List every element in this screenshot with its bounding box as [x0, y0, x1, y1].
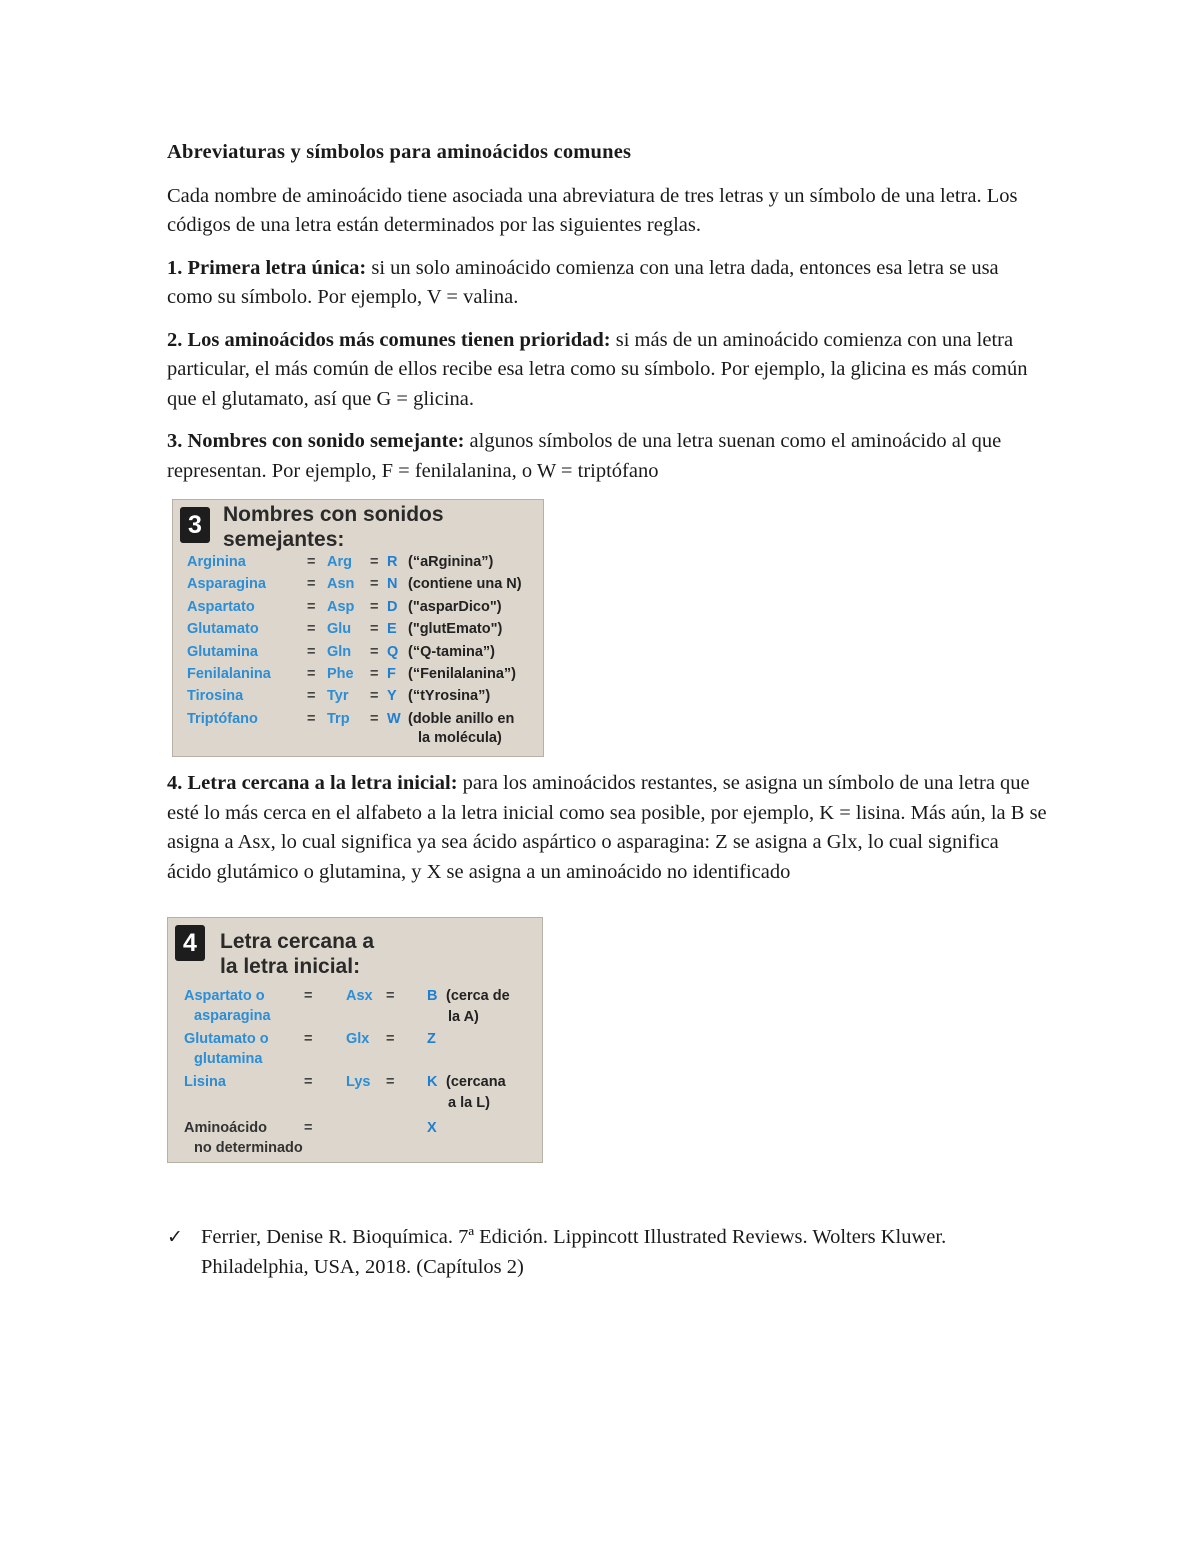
equals-sign: =	[307, 643, 316, 660]
rule-3-label: 3. Nombres con sonido semejante:	[167, 430, 465, 452]
amino-name: Asparagina	[187, 576, 266, 593]
one-letter-symbol: Q	[387, 643, 399, 660]
mnemonic-hint: (cerca de	[446, 988, 510, 1004]
rule-2-label: 2. Los aminoácidos más comunes tienen prioridad:	[167, 328, 611, 351]
equals-sign: =	[307, 554, 316, 570]
one-letter-symbol: K	[427, 1074, 438, 1090]
equals-sign: =	[307, 598, 316, 615]
amino-name: Tirosina	[187, 688, 244, 705]
one-letter-symbol: D	[387, 598, 398, 615]
equals-sign: =	[370, 576, 379, 593]
figure-3-title-line1: Nombres con sonidos	[223, 503, 444, 526]
document-content	[167, 138, 1047, 1295]
equals-sign: =	[370, 643, 379, 660]
rule-4	[167, 769, 1047, 887]
figure-3-table	[173, 552, 543, 746]
table-row	[168, 1029, 542, 1072]
table-row	[173, 686, 543, 708]
rule-1	[167, 254, 1047, 313]
checkmark-icon: ✓	[167, 1226, 183, 1248]
equals-sign: =	[307, 710, 316, 727]
one-letter-symbol: F	[387, 665, 396, 682]
three-letter-code: Glx	[346, 1031, 370, 1047]
intro-paragraph: Cada nombre de aminoácido tiene asociada una abreviatura de tres letras y un símbolo de una letra. Los códigos de una letra están determinados por las siguientes reglas.	[167, 184, 1018, 236]
amino-name: Arginina	[187, 554, 246, 570]
equals-sign: =	[307, 621, 316, 638]
figure-3-title-line2: semejantes:	[223, 528, 345, 551]
amino-name: Lisina	[184, 1074, 226, 1090]
equals-sign: =	[304, 1031, 313, 1047]
one-letter-symbol: N	[387, 576, 398, 593]
figure-4-number-badge: 4	[175, 925, 205, 961]
equals-sign: =	[307, 688, 316, 705]
equals-sign: =	[304, 1120, 313, 1136]
three-letter-code: Tyr	[327, 688, 349, 705]
reference-item	[167, 1223, 1047, 1282]
equals-sign: =	[386, 1031, 395, 1047]
rule-3	[167, 427, 1047, 486]
mnemonic-hint: (“aRginina”)	[408, 554, 494, 570]
mnemonic-hint-line2: la A)	[448, 1009, 479, 1025]
mnemonic-hint: ("glutEmato")	[408, 621, 503, 638]
amino-name: Triptófano	[187, 710, 258, 727]
table-row	[168, 986, 542, 1029]
three-letter-code: Trp	[327, 710, 350, 727]
rule-1-label: 1. Primera letra única:	[167, 256, 367, 279]
rule-4-label: 4. Letra cercana a la letra inicial:	[167, 772, 458, 794]
three-letter-code: Gln	[327, 643, 352, 660]
three-letter-code: Arg	[327, 554, 352, 570]
table-row	[173, 709, 543, 746]
figure-4-table	[168, 986, 542, 1164]
table-row	[173, 642, 543, 664]
amino-name: Glutamato	[187, 621, 259, 638]
figure-4-title-line2: la letra inicial:	[220, 955, 361, 978]
mnemonic-hint-line2: la molécula)	[418, 729, 502, 746]
table-row	[173, 619, 543, 641]
amino-name: Fenilalanina	[187, 665, 271, 682]
amino-name: Glutamina	[187, 643, 258, 660]
table-row	[173, 597, 543, 619]
equals-sign: =	[370, 621, 379, 638]
mnemonic-hint: (“Q-tamina”)	[408, 643, 495, 660]
three-letter-code: Asp	[327, 598, 355, 615]
figure-4-title-line1: Letra cercana a	[220, 930, 375, 953]
three-letter-code: Asn	[327, 576, 355, 593]
equals-sign: =	[370, 554, 379, 570]
rule-1-text: si un solo aminoácido comienza con una letra dada, entonces esa letra se usa como su símbolo. Por ejemplo, V = valina.	[167, 256, 999, 308]
three-letter-code: Glu	[327, 621, 352, 638]
equals-sign: =	[304, 988, 313, 1004]
amino-name-line2: asparagina	[194, 1008, 271, 1024]
one-letter-symbol: E	[387, 621, 397, 638]
equals-sign: =	[370, 710, 379, 727]
equals-sign: =	[386, 1074, 395, 1090]
rule-2	[167, 326, 1047, 415]
reference-text: Ferrier, Denise R. Bioquímica. 7ª Edición. Lippincott Illustrated Reviews. Wolters Kluwer. Philadelphia, USA, 2018. (Capítulos 2)	[201, 1226, 947, 1278]
mnemonic-hint-line2: a la L)	[448, 1095, 490, 1111]
equals-sign: =	[370, 688, 379, 705]
amino-name-line2: no determinado	[194, 1140, 303, 1156]
page-title: Abreviaturas y símbolos para aminoácidos comunes	[167, 141, 632, 163]
equals-sign: =	[386, 988, 395, 1004]
figure-3-number-badge: 3	[180, 507, 210, 543]
figure-4-title	[220, 929, 540, 979]
table-row	[168, 1072, 542, 1118]
one-letter-symbol: Y	[387, 688, 397, 705]
amino-name: Aminoácido	[184, 1120, 267, 1136]
three-letter-code: Asx	[346, 988, 373, 1004]
one-letter-symbol: X	[427, 1120, 437, 1136]
amino-name: Aspartato	[187, 598, 255, 615]
one-letter-symbol: W	[387, 710, 401, 727]
rule-3-text: algunos símbolos de una letra suenan como el aminoácido al que representan. Por ejemplo, F = fenilalanina, o W = triptófano	[167, 430, 1002, 482]
rule-4-text: para los aminoácidos restantes, se asigna un símbolo de una letra que esté lo más cerca en el alfabeto a la letra inicial como sea posible, por ejemplo, K = lisina. Más aún, la B se asigna a Asx, lo cual significa ya sea ácido aspártico o asparagina: Z se asigna a Glx, lo cual significa ácido glutámico o glutamina, y X se asigna a un aminoácido no identificado	[167, 772, 1047, 883]
table-row	[173, 574, 543, 596]
mnemonic-hint: (cercana	[446, 1074, 506, 1090]
equals-sign: =	[307, 665, 316, 682]
figure-3-title	[223, 502, 543, 552]
equals-sign: =	[307, 576, 316, 593]
amino-name: Glutamato o	[184, 1031, 269, 1047]
rule-2-text: si más de un aminoácido comienza con una letra particular, el más común de ellos recibe esa letra como su símbolo. Por ejemplo, la glicina es más común que el glutamato, así que G = glicina.	[167, 328, 1028, 410]
table-row	[168, 1118, 542, 1164]
table-row	[173, 664, 543, 686]
three-letter-code: Phe	[327, 665, 354, 682]
equals-sign: =	[370, 665, 379, 682]
amino-name: Aspartato o	[184, 988, 265, 1004]
one-letter-symbol: Z	[427, 1031, 436, 1047]
one-letter-symbol: R	[387, 554, 398, 570]
table-row	[173, 552, 543, 574]
equals-sign: =	[304, 1074, 313, 1090]
figure-4-nearby-letter	[167, 917, 543, 1163]
one-letter-symbol: B	[427, 988, 438, 1004]
mnemonic-hint: (“tYrosina”)	[408, 688, 491, 705]
mnemonic-hint: (doble anillo en	[408, 710, 515, 727]
figure-3-similar-sounds	[172, 499, 544, 757]
mnemonic-hint: (“Fenilalanina”)	[408, 665, 516, 682]
mnemonic-hint: (contiene una N)	[408, 576, 522, 593]
mnemonic-hint: ("asparDico")	[408, 598, 502, 615]
equals-sign: =	[370, 598, 379, 615]
three-letter-code: Lys	[346, 1074, 371, 1090]
amino-name-line2: glutamina	[194, 1051, 263, 1067]
